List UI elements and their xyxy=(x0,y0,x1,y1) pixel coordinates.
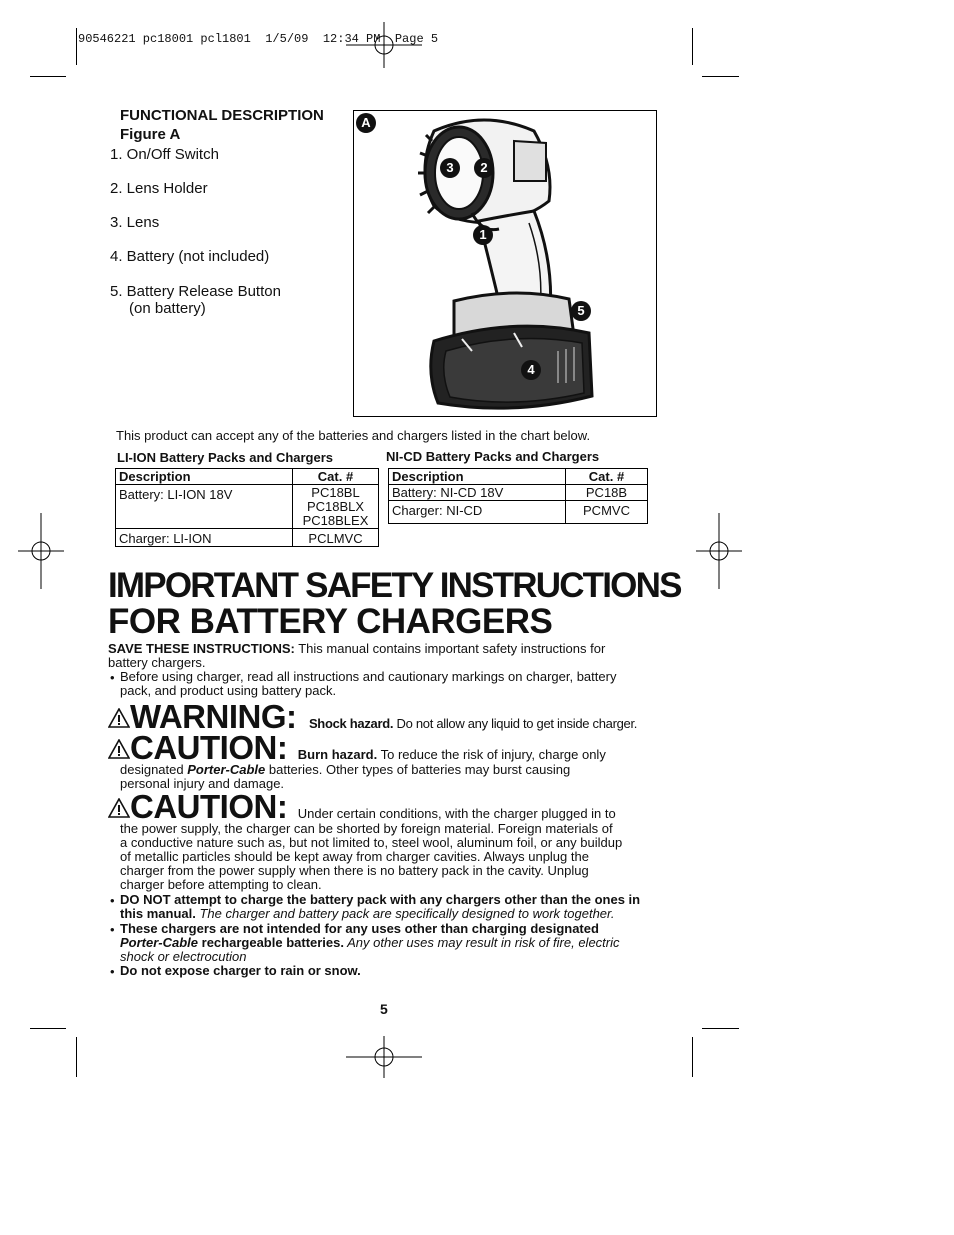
figure-badge: A xyxy=(356,113,376,133)
list-item: 3. Lens xyxy=(110,214,160,231)
callout-5: 5 xyxy=(571,301,591,321)
bullet: • xyxy=(110,964,115,979)
battery-intro-text: This product can accept any of the batteries and chargers listed in the chart below. xyxy=(116,428,591,443)
registration-mark-left xyxy=(18,513,64,589)
column-header: Description xyxy=(116,469,293,485)
list-item: 4. Battery (not included) xyxy=(110,248,270,265)
table-row xyxy=(116,529,379,547)
table-row xyxy=(389,485,648,501)
figure-a xyxy=(353,110,657,417)
callout-1: 1 xyxy=(473,225,493,245)
warning-triangle-icon xyxy=(108,739,130,759)
bullet-text: DO NOT attempt to charge the battery pack with any chargers other than the ones in this manual. The charger and battery pack are specifically designed to work together. xyxy=(120,892,641,921)
warning-triangle-icon xyxy=(108,798,130,818)
bullet: • xyxy=(110,922,115,937)
page-title: IMPORTANT SAFETY INSTRUCTIONS FOR BATTERY CHARGERS xyxy=(108,566,681,641)
bullet-text: Do not expose charger to rain or snow. xyxy=(120,963,361,978)
table-cell: PC18B xyxy=(566,485,648,501)
liion-table xyxy=(115,468,379,547)
bullet: • xyxy=(110,893,115,908)
crop-mark xyxy=(30,76,66,77)
crop-mark xyxy=(692,28,693,65)
table-cell: Charger: NI-CD xyxy=(389,501,566,524)
page-number: 5 xyxy=(380,1001,388,1017)
column-header: Cat. # xyxy=(566,469,648,485)
crop-mark xyxy=(76,1037,77,1077)
caution-burn-text: designated Porter-Cable batteries. Other types of batteries may burst causing personal injury and damage. xyxy=(120,762,571,791)
figure-label: Figure A xyxy=(120,126,181,143)
nicd-table-title: NI-CD Battery Packs and Chargers xyxy=(386,449,600,464)
crop-mark xyxy=(692,1037,693,1077)
nicd-table xyxy=(388,468,648,524)
warning-shock: WARNING: Shock hazard. Do not allow any liquid to get inside charger. xyxy=(108,698,637,736)
bullet-text: These chargers are not intended for any uses other than charging designated Porter-Cable rechargeable batteries. Any other uses may result in risk of fire, electric shock or electrocution xyxy=(120,921,620,964)
list-item-continuation: (on battery) xyxy=(129,300,206,317)
bullet: • xyxy=(110,670,115,685)
table-cell: PCMVC xyxy=(566,501,648,524)
crop-mark xyxy=(702,1028,739,1029)
list-item: 2. Lens Holder xyxy=(110,180,208,197)
table-cell: Battery: NI-CD 18V xyxy=(389,485,566,501)
table-cell: Charger: LI-ION xyxy=(116,529,293,547)
save-instructions: SAVE THESE INSTRUCTIONS: This manual contains important safety instructions for battery chargers. xyxy=(108,641,606,670)
table-cell: PCLMVC xyxy=(293,529,379,547)
callout-2: 2 xyxy=(474,158,494,178)
column-header: Description xyxy=(389,469,566,485)
crop-mark xyxy=(702,76,739,77)
work-light-illustration xyxy=(354,111,656,416)
registration-mark-top xyxy=(346,22,422,68)
caution-label: CAUTION: xyxy=(130,788,288,825)
warning-label: WARNING: xyxy=(130,698,297,735)
bullet-text: Before using charger, read all instructions and cautionary markings on charger, battery pack, and product using battery pack. xyxy=(120,669,617,698)
registration-mark-bottom xyxy=(346,1036,422,1078)
callout-3: 3 xyxy=(440,158,460,178)
table-cell: PC18BL PC18BLX PC18BLEX xyxy=(293,485,379,529)
warning-triangle-icon xyxy=(108,708,130,728)
column-header: Cat. # xyxy=(293,469,379,485)
crop-mark xyxy=(76,28,77,65)
callout-4: 4 xyxy=(521,360,541,380)
registration-mark-right xyxy=(696,513,742,589)
table-row xyxy=(389,501,648,524)
caution-short: CAUTION: Under certain conditions, with the charger plugged in to xyxy=(108,788,616,826)
print-slug: 90546221 pc18001 pcl1801 1/5/09 12:34 PM Page 5 xyxy=(78,32,439,46)
list-item: 1. On/Off Switch xyxy=(110,146,219,163)
table-cell: Battery: LI-ION 18V xyxy=(116,485,293,529)
crop-mark xyxy=(30,1028,66,1029)
list-item: 5. Battery Release Button xyxy=(110,283,281,300)
liion-table-title: LI-ION Battery Packs and Chargers xyxy=(117,450,334,465)
caution-label: CAUTION: xyxy=(130,729,288,766)
caution-short-text: the power supply, the charger can be shorted by foreign material. Foreign materials of a conductive nature such as, but not limited to, steel wool, aluminum foil, or any buildup of metallic particles should be kept away from charger cavities. Always unplug the charger from the power supply when there is no battery pack in the cavity. Unplug charger before attempting to clean. xyxy=(120,821,623,892)
table-row xyxy=(116,485,379,529)
caution-burn: CAUTION: Burn hazard. To reduce the risk of injury, charge only xyxy=(108,729,606,767)
functional-description-heading: FUNCTIONAL DESCRIPTION xyxy=(120,107,324,124)
